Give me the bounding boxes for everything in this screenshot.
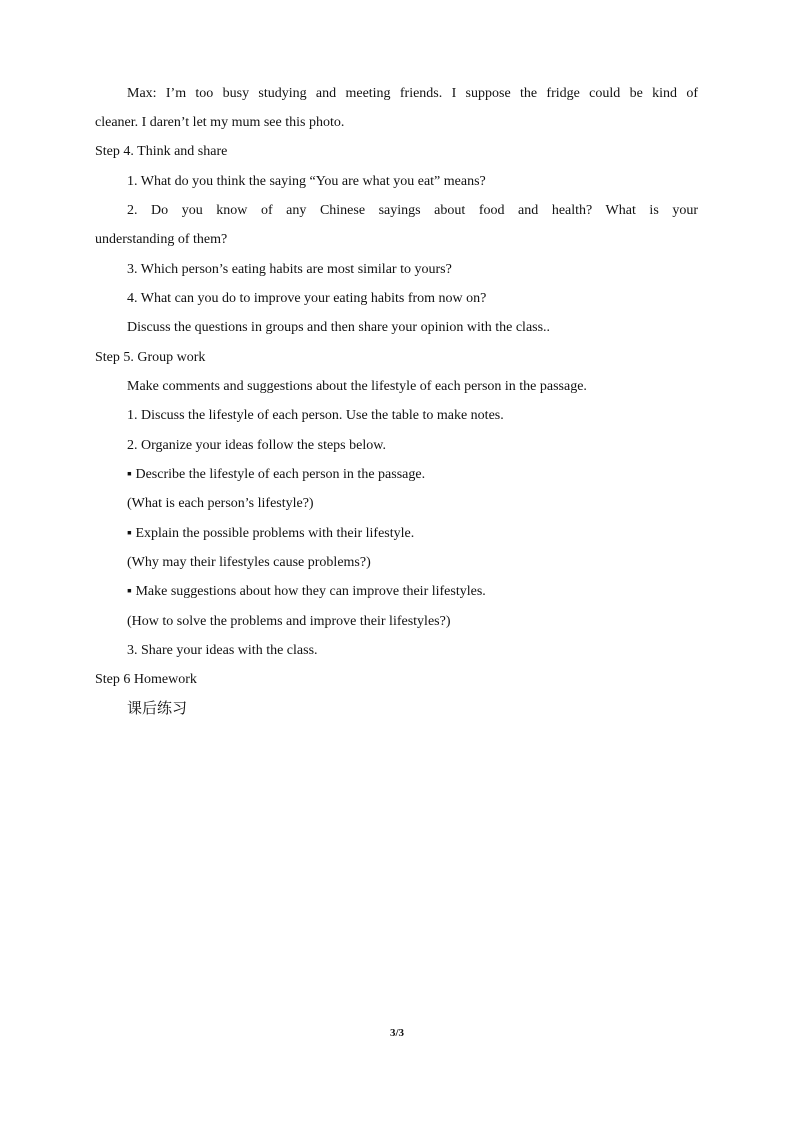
question-2-line-1: 2. Do you know of any Chinese sayings about food and health? What is your: [127, 203, 698, 218]
question-1: 1. What do you think the saying “You are what you eat” means?: [127, 174, 486, 189]
step-4-heading: Step 4. Think and share: [95, 144, 228, 159]
group-task-3: 3. Share your ideas with the class.: [127, 643, 318, 658]
bullet-explain: ▪ Explain the possible problems with their lifestyle.: [127, 526, 415, 541]
step-5-heading: Step 5. Group work: [95, 350, 206, 365]
discuss-instruction: Discuss the questions in groups and then share your opinion with the class..: [127, 320, 551, 335]
paragraph-max-line-2: cleaner. I daren’t let my mum see this photo.: [95, 115, 345, 130]
make-comments-instruction: Make comments and suggestions about the lifestyle of each person in the passage.: [127, 379, 587, 394]
bullet-describe-question: (What is each person’s lifestyle?): [127, 496, 314, 511]
step-6-heading: Step 6 Homework: [95, 672, 197, 687]
homework-text: 课后练习: [127, 699, 188, 717]
bullet-explain-question: (Why may their lifestyles cause problems?): [127, 555, 371, 570]
bullet-suggestions: ▪ Make suggestions about how they can improve their lifestyles.: [127, 584, 486, 599]
question-4: 4. What can you do to improve your eating habits from now on?: [127, 291, 487, 306]
bullet-suggestions-question: (How to solve the problems and improve their lifestyles?): [127, 614, 451, 629]
page-number: 3/3: [389, 1027, 405, 1039]
group-task-1: 1. Discuss the lifestyle of each person. Use the table to make notes.: [127, 408, 504, 423]
question-2-line-2: understanding of them?: [95, 232, 228, 247]
bullet-describe: ▪ Describe the lifestyle of each person in the passage.: [127, 467, 426, 482]
group-task-2: 2. Organize your ideas follow the steps below.: [127, 438, 386, 453]
paragraph-max-line-1: Max: I’m too busy studying and meeting friends. I suppose the fridge could be kind of: [127, 86, 698, 101]
question-3: 3. Which person’s eating habits are most similar to yours?: [127, 262, 452, 277]
